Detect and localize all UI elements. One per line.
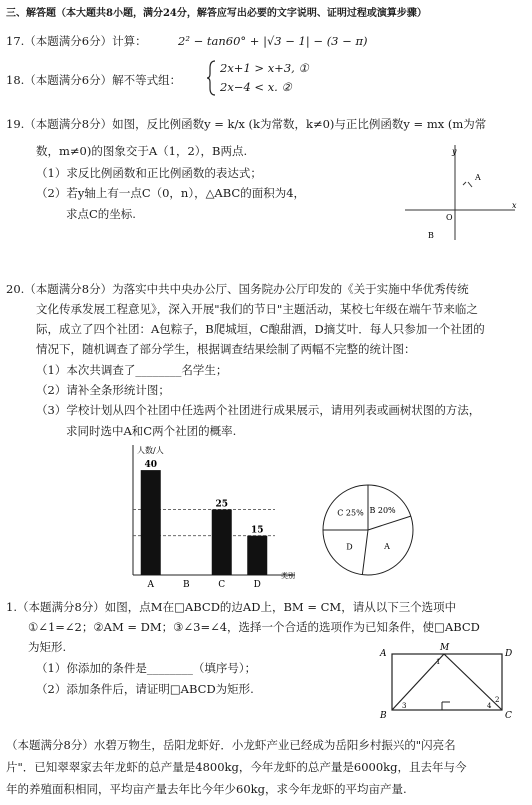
bar-y-axis-label: 人数/人 <box>137 446 164 455</box>
q20-line1: 20.（本题满分8分）为落实中共中央办公厅、国务院办公厅印发的《关于实施中华优秀传统 <box>6 282 469 296</box>
q20-line2: 文化传承发展工程意见》，深入开展"我们的节日"主题活动，某校七年级在端午节来临之 <box>36 302 478 316</box>
q21-line2: ①∠1=∠2；②AM = DM；③∠3=∠4，选择一个合适的选项作为已知条件，使□ABCD <box>28 620 480 634</box>
pie-slice-label-2: A <box>384 541 390 551</box>
q20-sub3b: 求同时选中A和C两个社团的概率. <box>66 424 237 438</box>
bar-A <box>141 470 161 575</box>
q22-line3: 年的养殖面积相同，平均亩产量去年比今年少60kg，求今年龙虾的平均亩产量. <box>6 782 407 796</box>
fig-angle-4: 4 <box>487 702 492 710</box>
q20-line3: 际，成立了四个社团：A包粽子，B爬城垣，C酿甜酒，D摘艾叶．每人只参加一个社团的 <box>36 322 485 336</box>
fig-angle-2: 2 <box>495 696 500 704</box>
fig-point-b-label: B <box>428 231 434 240</box>
q19-line4: （2）若y轴上有一点C（0，n），△ABC的面积为4， <box>36 186 306 200</box>
fig-x-label: x <box>512 201 517 210</box>
bar-data-label-D: 15 <box>250 525 264 536</box>
q21-sub1: （1）你添加的条件是________（填序号）； <box>36 661 257 675</box>
q18-brace <box>207 60 217 96</box>
bar-D <box>247 536 267 575</box>
q20-sub2: （2）请补全条形统计图； <box>36 383 170 397</box>
q17-label: 17.（本题满分6分）计算： <box>6 34 147 48</box>
q20-sub3a: （3）学校计划从四个社团中任选两个社团进行成果展示，请用列表或画树状图的方法， <box>36 403 481 417</box>
q19-line1: 19.（本题满分8分）如图，反比例函数y = k/x (k为常数，k≠0)与正比例函数y = mx (m为常 <box>6 117 487 131</box>
fig-angle-3: 3 <box>402 702 407 710</box>
bar-chart <box>115 437 315 592</box>
bar-tick-label-D: D <box>253 580 261 590</box>
section-header: 三、解答题（本大题共8小题，满分24分，解答应写出必要的文字说明、证明过程或演算步骤） <box>6 8 427 19</box>
q20-line4: 情况下，随机调查了部分学生，根据调查结果绘制了两幅不完整的统计图： <box>36 342 416 356</box>
fig-label-d: D <box>505 649 513 659</box>
q18-inequality-2: 2x−4 < x. ② <box>220 80 292 94</box>
pie-slice-label-3: D <box>346 542 353 552</box>
q18-inequality-1: 2x+1 > x+3, ① <box>220 61 309 75</box>
q21-line3: 为矩形. <box>28 640 67 654</box>
fig-label-c: C <box>505 711 512 721</box>
pie-slice-label-0: C 25% <box>337 508 364 518</box>
q21-sub2: （2）添加条件后，请证明□ABCD为矩形. <box>36 682 254 696</box>
bar-tick-label-C: C <box>218 580 226 590</box>
q21-line1: 1.（本题满分8分）如图，点M在□ABCD的边AD上，BM = CM，请从以下三个选项中 <box>6 600 457 614</box>
q21-figure <box>378 640 518 720</box>
bar-tick-label-B: B <box>182 580 190 590</box>
q22-line1: （本题满分8分）水碧万物生，岳阳龙虾好．小龙虾产业已经成为岳阳乡村振兴的"闪亮名 <box>6 738 456 752</box>
bar-x-axis-label: 类别 <box>281 572 295 580</box>
fig-y-label: y <box>452 147 457 156</box>
q19-line3: （1）求反比例函数和正比例函数的表达式； <box>36 166 262 180</box>
q22-line2: 片"．已知翠翠家去年龙虾的总产量是4800kg，今年龙虾的总产量是6000kg，且去年与今 <box>6 760 467 774</box>
fig-origin-label: O <box>446 213 453 222</box>
q19-line5: 求点C的坐标. <box>66 207 136 221</box>
bar-tick-label-A: A <box>147 580 154 590</box>
fig-label-m: M <box>440 643 450 653</box>
pie-slice-label-1: B 20% <box>369 505 396 515</box>
bar-C <box>212 509 232 575</box>
fig-point-a-label: A <box>475 173 481 182</box>
segment-cm <box>444 654 502 710</box>
pie-chart <box>318 480 418 580</box>
fig-label-a: A <box>380 649 387 659</box>
bar-data-label-A: 40 <box>144 460 158 471</box>
fig-label-b: B <box>380 711 387 721</box>
fig-angle-1: 1 <box>436 658 441 666</box>
q17-expression: 2² − tan60° + |√3 − 1| − (3 − π) <box>178 34 368 48</box>
q19-figure <box>400 140 520 250</box>
q20-sub1: （1）本次共调查了________名学生； <box>36 363 228 377</box>
q18-label: 18.（本题满分6分）解不等式组： <box>6 73 182 87</box>
q19-line2: 数，m≠0)的图象交于A（1，2），B两点. <box>36 144 248 158</box>
bar-data-label-C: 25 <box>215 499 229 510</box>
